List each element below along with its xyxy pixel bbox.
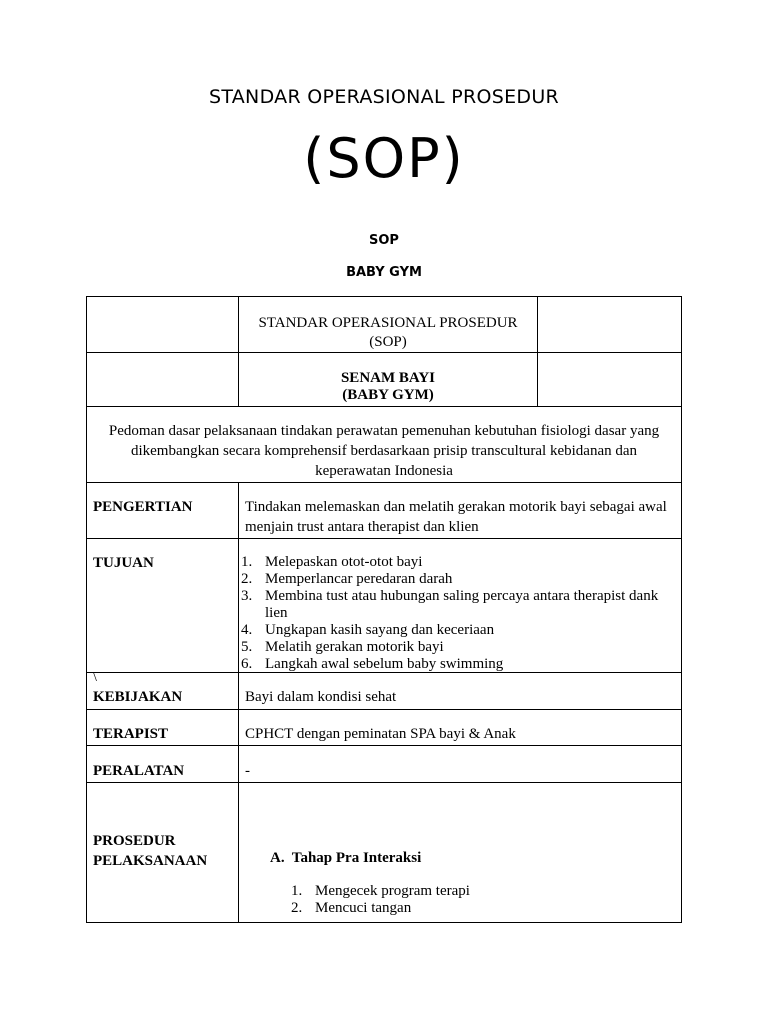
list-item: 3. Membina tust atau hubungan saling percaya antara therapist dank lien bbox=[241, 588, 659, 621]
prosedur-label-line2: PELAKSANAAN bbox=[93, 853, 208, 869]
peralatan-label: PERALATAN bbox=[93, 763, 185, 779]
table-rule bbox=[86, 782, 682, 783]
box-title bbox=[239, 314, 537, 352]
tujuan-list bbox=[241, 554, 677, 673]
list-item: 2. Memperlancar peredaran darah bbox=[241, 571, 453, 587]
table-rule bbox=[238, 482, 239, 923]
kebijakan-text: Bayi dalam kondisi sehat bbox=[245, 689, 397, 705]
table-rule bbox=[86, 352, 682, 353]
table-rule bbox=[86, 745, 682, 746]
table-rule bbox=[86, 296, 682, 297]
table-rule bbox=[86, 709, 682, 710]
stray-backslash: \ bbox=[93, 670, 97, 685]
table-rule bbox=[86, 482, 682, 483]
box-subtitle bbox=[239, 370, 537, 404]
pengertian-label: PENGERTIAN bbox=[93, 499, 193, 515]
guideline-text: Pedoman dasar pelaksanaan tindakan perawatan pemenuhan kebutuhan fisiologi dasar yang dikembangkan secara komprehensif berdasarkaan prisip transcultural kebidanan dan keperawatan Indonesia bbox=[108, 423, 660, 479]
prosedur-section-heading: A. Tahap Pra Interaksi bbox=[270, 850, 422, 866]
list-item: 4. Ungkapan kasih sayang dan keceriaan bbox=[241, 622, 495, 638]
table-rule bbox=[86, 296, 87, 923]
list-item: 1. Mengecek program terapi bbox=[291, 883, 470, 899]
subheading-sop: SOP bbox=[369, 233, 399, 248]
sop-table bbox=[86, 296, 682, 923]
prosedur-list bbox=[291, 883, 671, 917]
kebijakan-label: KEBIJAKAN bbox=[93, 689, 183, 705]
tujuan-label: TUJUAN bbox=[93, 555, 154, 571]
table-rule bbox=[86, 538, 682, 539]
peralatan-text: - bbox=[245, 763, 250, 779]
document-abbreviation: (SOP) bbox=[303, 127, 465, 190]
table-rule bbox=[537, 296, 538, 406]
document-title: STANDAR OPERASIONAL PROSEDUR bbox=[208, 86, 560, 108]
box-subtitle-line2: (BABY GYM) bbox=[342, 387, 434, 403]
box-title-line2: (SOP) bbox=[369, 334, 407, 350]
terapist-label: TERAPIST bbox=[93, 726, 169, 742]
box-title-line1: STANDAR OPERASIONAL PROSEDUR bbox=[258, 315, 518, 331]
table-rule bbox=[681, 296, 682, 923]
box-subtitle-line1: SENAM BAYI bbox=[340, 370, 436, 386]
table-rule bbox=[86, 922, 682, 923]
list-item: 5. Melatih gerakan motorik bayi bbox=[241, 639, 444, 655]
list-item: 1. Melepaskan otot-otot bayi bbox=[241, 554, 423, 570]
pengertian-text: Tindakan melemaskan dan melatih gerakan motorik bayi sebagai awal menjain trust antara therapist dan klien bbox=[245, 499, 667, 535]
prosedur-label-line1: PROSEDUR bbox=[93, 833, 176, 849]
list-item: 2. Mencuci tangan bbox=[291, 900, 412, 916]
subheading-baby-gym: BABY GYM bbox=[346, 265, 422, 280]
table-rule bbox=[86, 406, 682, 407]
terapist-text: CPHCT dengan peminatan SPA bayi & Anak bbox=[245, 726, 516, 742]
list-item: 6. Langkah awal sebelum baby swimming bbox=[241, 656, 504, 672]
prosedur-label bbox=[93, 831, 207, 871]
